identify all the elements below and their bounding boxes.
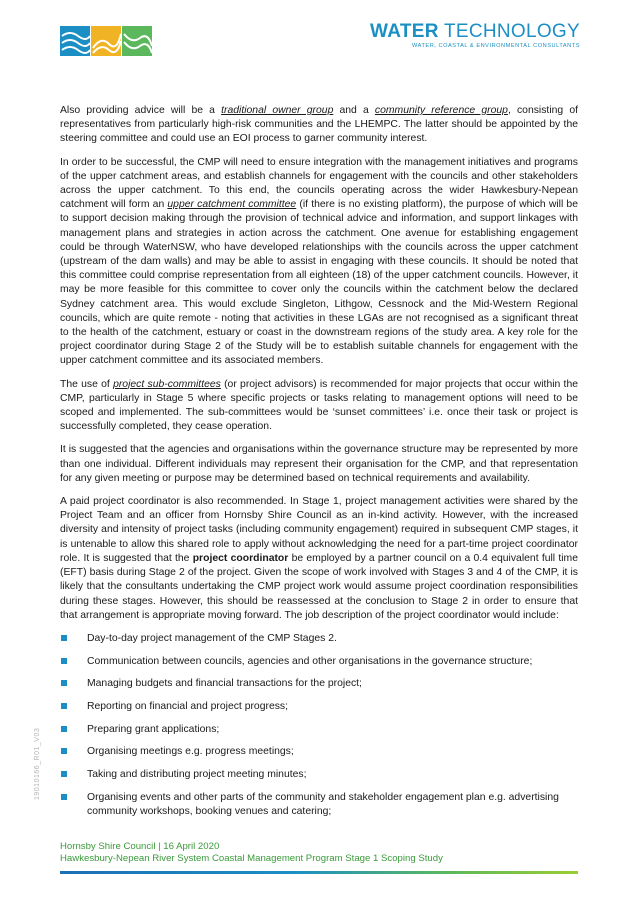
bullet-square-icon: [61, 703, 67, 709]
p1-text-a: Also providing advice will be a: [60, 105, 222, 116]
footer-client-date: Hornsby Shire Council | 16 April 2020: [60, 841, 220, 852]
brand-name: [370, 22, 580, 42]
brand-logo: [370, 22, 580, 49]
coordinator-duties-list: [60, 632, 578, 819]
list-item-text: Communication between councils, agencies and other organisations in the governance structure;: [87, 655, 533, 667]
list-item: [60, 791, 578, 819]
p2-text-a: In order to be successful, the CMP will need to ensure integration with the management initiatives and programs of the upper catchment areas, and establish channels for engagement with the councils and other stakeholders across the upper catchment. To this end, the councils operating across the wider Hawkesbury-Nepean catchment will form an: [60, 156, 578, 211]
p5-text-c: be employed by a partner council on a 0.4 equivalent full time (EFT) basis during Stage 2 of the project. Given the scope of work involved with Stages 3 and 4 of the CMP, it is likely that the consultants undertaking the CMP project work would assume project coordination responsibilities during these stages. However, this should be reassessed at the conclusion to Stage 2 in order to ensure that that arrangement is appropriate moving forward. The job description of the project coordinator would include:: [60, 552, 578, 621]
bullet-square-icon: [61, 635, 67, 641]
traditional-owner-group-term: traditional owner group: [221, 105, 334, 116]
list-item-text: Reporting on financial and project progress;: [87, 701, 289, 713]
document-body: [60, 104, 578, 828]
list-item: [60, 632, 578, 646]
bullet-square-icon: [61, 658, 67, 664]
list-item: [60, 745, 578, 759]
list-item-text: Taking and distributing project meeting minutes;: [87, 769, 307, 781]
p2-text-c: (if there is no existing platform), the purpose of which will be to support decision making through the provision of technical advice and information, and support linkages with management plans and strategies in action across the catchment. One avenue for establishing engagement could be through WaterNSW, who have developed relationships with the councils across the upper catchment (upstream of the dam walls) and may be able to assist in engaging with these councils. It should be noted that this committee could comprise representation from all eighteen (18) of the upper catchment councils. However, it may be more feasible for this committee to cover only the councils within the catchment below the declared Sydney catchment area. This would exclude Singleton, Lithgow, Cessnock and the Mid-Western Regional councils, which are quite remote - noting that activities in these LGAs are not recognised as a significant threat to the health of the catchment, estuary or coast in the downstream regions of the study area. A key role for the project coordinator during Stage 2 of the Study will be to establish suitable channels for engagement with the upper catchment committee and its associated members.: [60, 199, 578, 367]
footer-document-title: Hawkesbury-Nepean River System Coastal Management Program Stage 1 Scoping Study: [60, 853, 443, 864]
list-item-text: Organising events and other parts of the community and stakeholder engagement plan e.g. advertising community workshops, booking venues and catering;: [87, 791, 559, 818]
list-item-text: Day-to-day project management of the CMP Stages 2.: [87, 632, 337, 644]
paragraph-representation: It is suggested that the agencies and organisations within the governance structure may be represented by more than one individual. Different individuals may represent their organisation for the CMP, and that representation for any given meeting or purpose may be determined based on technical requirements and availability.: [60, 444, 578, 484]
brand-tagline: WATER, COASTAL & ENVIRONMENTAL CONSULTANTS: [411, 43, 580, 49]
brand-name-bold: WATER: [370, 21, 439, 42]
community-reference-group-term: community reference group: [374, 105, 508, 116]
list-item: [60, 677, 578, 691]
bullet-square-icon: [61, 771, 67, 777]
brand-name-light: TECHNOLOGY: [438, 21, 580, 42]
bullet-square-icon: [61, 748, 67, 754]
list-item-text: Managing budgets and financial transactions for the project;: [87, 678, 362, 690]
paragraph-sub-committees: [60, 378, 578, 435]
page-footer: [60, 841, 443, 865]
list-item-text: Organising meetings e.g. progress meetings;: [87, 746, 294, 758]
p3-text-a: The use of: [60, 378, 114, 390]
list-item: [60, 723, 578, 737]
p1-text-c: and a: [333, 105, 375, 116]
bullet-square-icon: [61, 680, 67, 686]
company-logo-waves: [60, 26, 152, 56]
paragraph-upper-catchment: [60, 156, 578, 369]
bullet-square-icon: [61, 726, 67, 732]
paragraph-project-coordinator: [60, 495, 578, 623]
list-item: [60, 655, 578, 669]
bullet-square-icon: [61, 794, 67, 800]
list-item-text: Preparing grant applications;: [87, 723, 220, 735]
project-coordinator-term: project coordinator: [192, 552, 289, 564]
p5-text-a: A paid project coordinator is also recommended. In Stage 1, project management activities were shared by the Project Team and an officer from Hornsby Shire Council as an in-kind activity. However, with the increased diversity and intensity of project tasks (including community engagement) required in subsequent CMP stages, it is untenable to allow this shared role to apply without acknowledging the need for a part-time project coordinator role. It is suggested that the: [60, 496, 578, 564]
document-reference-code: 19010166_R01_V03: [34, 727, 41, 800]
list-item: [60, 700, 578, 714]
p3-text-c: (or project advisors) is recommended for major projects that occur within the CMP, particularly in Stage 5 where specific projects or tasks relating to management options will need to be scoped and implemented. The sub-committees would be ‘sunset committees’ i.e. once their task or project is successfully completed, they cease operation.: [60, 378, 578, 433]
list-item: [60, 768, 578, 782]
project-sub-committees-term: project sub-committees: [113, 378, 221, 390]
footer-divider: [60, 871, 578, 874]
paragraph-advice-groups: [60, 104, 578, 147]
p1-text-e: , consisting of representatives from particularly high-risk communities and the LHEMPC. The latter should be appointed by the steering committee and could use an EOI process to garner community interest.: [60, 105, 578, 145]
upper-catchment-committee-term: upper catchment committee: [167, 199, 297, 211]
